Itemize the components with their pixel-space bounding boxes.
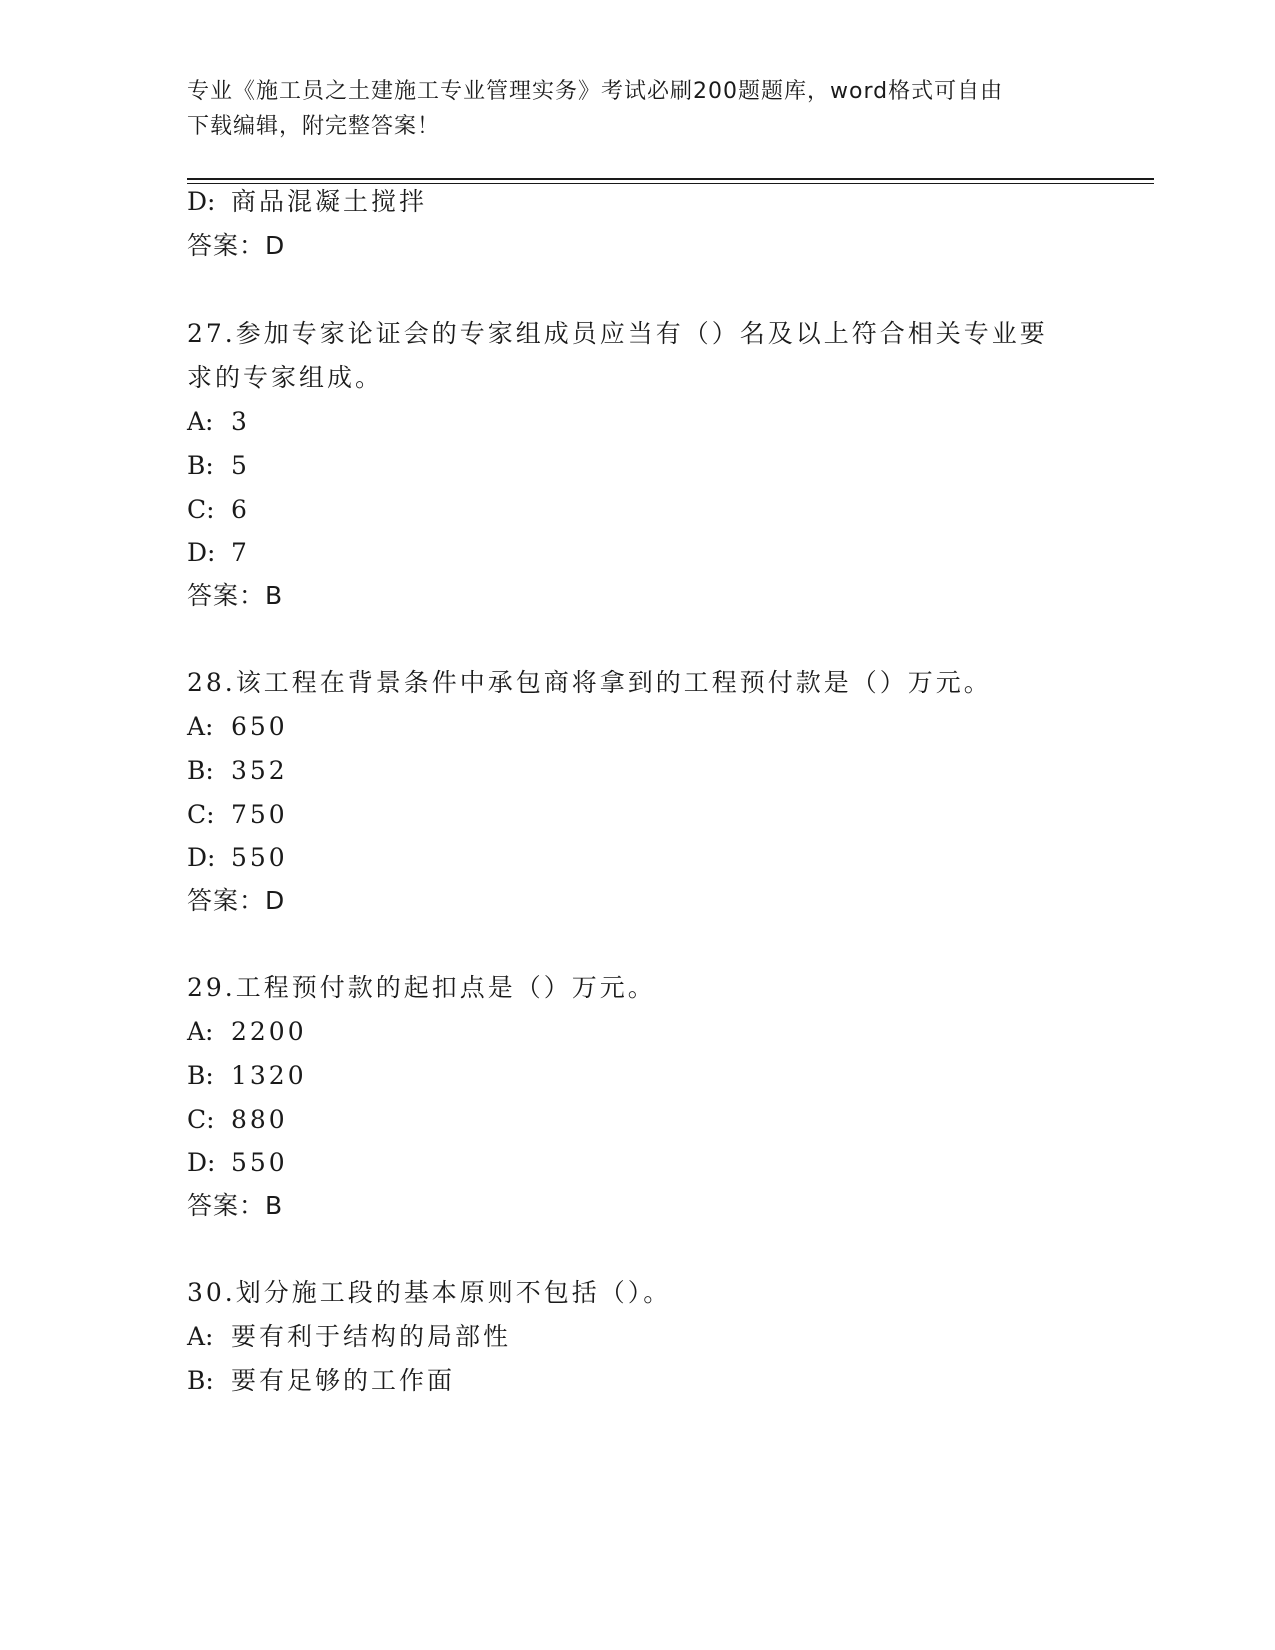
q27-stem-line-2: 求的专家组成。 xyxy=(187,363,384,392)
option-text: 商品混凝土搅拌 xyxy=(231,187,428,216)
document-header xyxy=(187,74,1087,144)
q30-stem-line-1: 30.划分施工段的基本原则不包括（）。 xyxy=(187,1278,672,1307)
q28-option-b xyxy=(187,755,288,787)
option-label: A: xyxy=(187,1017,214,1046)
option-label: B: xyxy=(187,1366,214,1395)
option-label: C: xyxy=(187,800,215,829)
header-divider-thin xyxy=(187,183,1154,184)
q27-option-b xyxy=(187,450,250,482)
option-label: B: xyxy=(187,756,214,785)
q28-option-c xyxy=(187,799,288,831)
option-label: D: xyxy=(187,843,216,872)
q29-option-c xyxy=(187,1104,288,1136)
option-text: 650 xyxy=(231,712,288,741)
option-text: 352 xyxy=(231,756,288,785)
q30-option-b xyxy=(187,1365,455,1397)
option-text: 6 xyxy=(231,495,250,524)
q29-option-a xyxy=(187,1016,307,1048)
q29-answer: 答案：B xyxy=(187,1191,284,1220)
q28-option-a xyxy=(187,711,288,743)
q28-option-d xyxy=(187,842,288,874)
q27-option-d xyxy=(187,537,250,569)
prev-option-d xyxy=(187,186,427,218)
q27-option-c xyxy=(187,494,250,526)
option-label: C: xyxy=(187,1105,215,1134)
q27-stem-line-1: 27.参加专家论证会的专家组成员应当有（）名及以上符合相关专业要 xyxy=(187,319,1048,348)
option-text: 3 xyxy=(231,407,250,436)
option-label: C: xyxy=(187,495,215,524)
option-text: 750 xyxy=(231,800,288,829)
prev-answer: 答案：D xyxy=(187,231,286,260)
q29-stem-line-1: 29.工程预付款的起扣点是（）万元。 xyxy=(187,973,656,1002)
q29-option-d xyxy=(187,1147,288,1179)
q30-option-a xyxy=(187,1321,511,1353)
option-label: D: xyxy=(187,538,216,567)
option-text: 要有利于结构的局部性 xyxy=(231,1322,512,1351)
option-text: 5 xyxy=(231,451,250,480)
q28-answer: 答案：D xyxy=(187,886,286,915)
option-label: D: xyxy=(187,187,216,216)
q27-option-a xyxy=(187,406,250,438)
option-label: A: xyxy=(187,712,214,741)
option-label: B: xyxy=(187,451,214,480)
option-text: 550 xyxy=(231,843,288,872)
option-label: B: xyxy=(187,1061,214,1090)
option-text: 880 xyxy=(231,1105,288,1134)
header-line-2: 下载编辑，附完整答案！ xyxy=(187,114,441,139)
option-text: 要有足够的工作面 xyxy=(231,1366,456,1395)
option-text: 550 xyxy=(231,1148,288,1177)
q28-stem-line-1: 28.该工程在背景条件中承包商将拿到的工程预付款是（）万元。 xyxy=(187,668,992,697)
q27-answer: 答案：B xyxy=(187,581,284,610)
option-label: D: xyxy=(187,1148,216,1177)
option-text: 7 xyxy=(231,538,250,567)
option-label: A: xyxy=(187,407,214,436)
option-text: 1320 xyxy=(231,1061,307,1090)
q29-option-b xyxy=(187,1060,307,1092)
option-label: A: xyxy=(187,1322,214,1351)
option-text: 2200 xyxy=(231,1017,307,1046)
header-line-1: 专业《施工员之土建施工专业管理实务》考试必刷200题题库，word格式可自由 xyxy=(187,79,1004,104)
header-divider-thick xyxy=(187,178,1154,180)
